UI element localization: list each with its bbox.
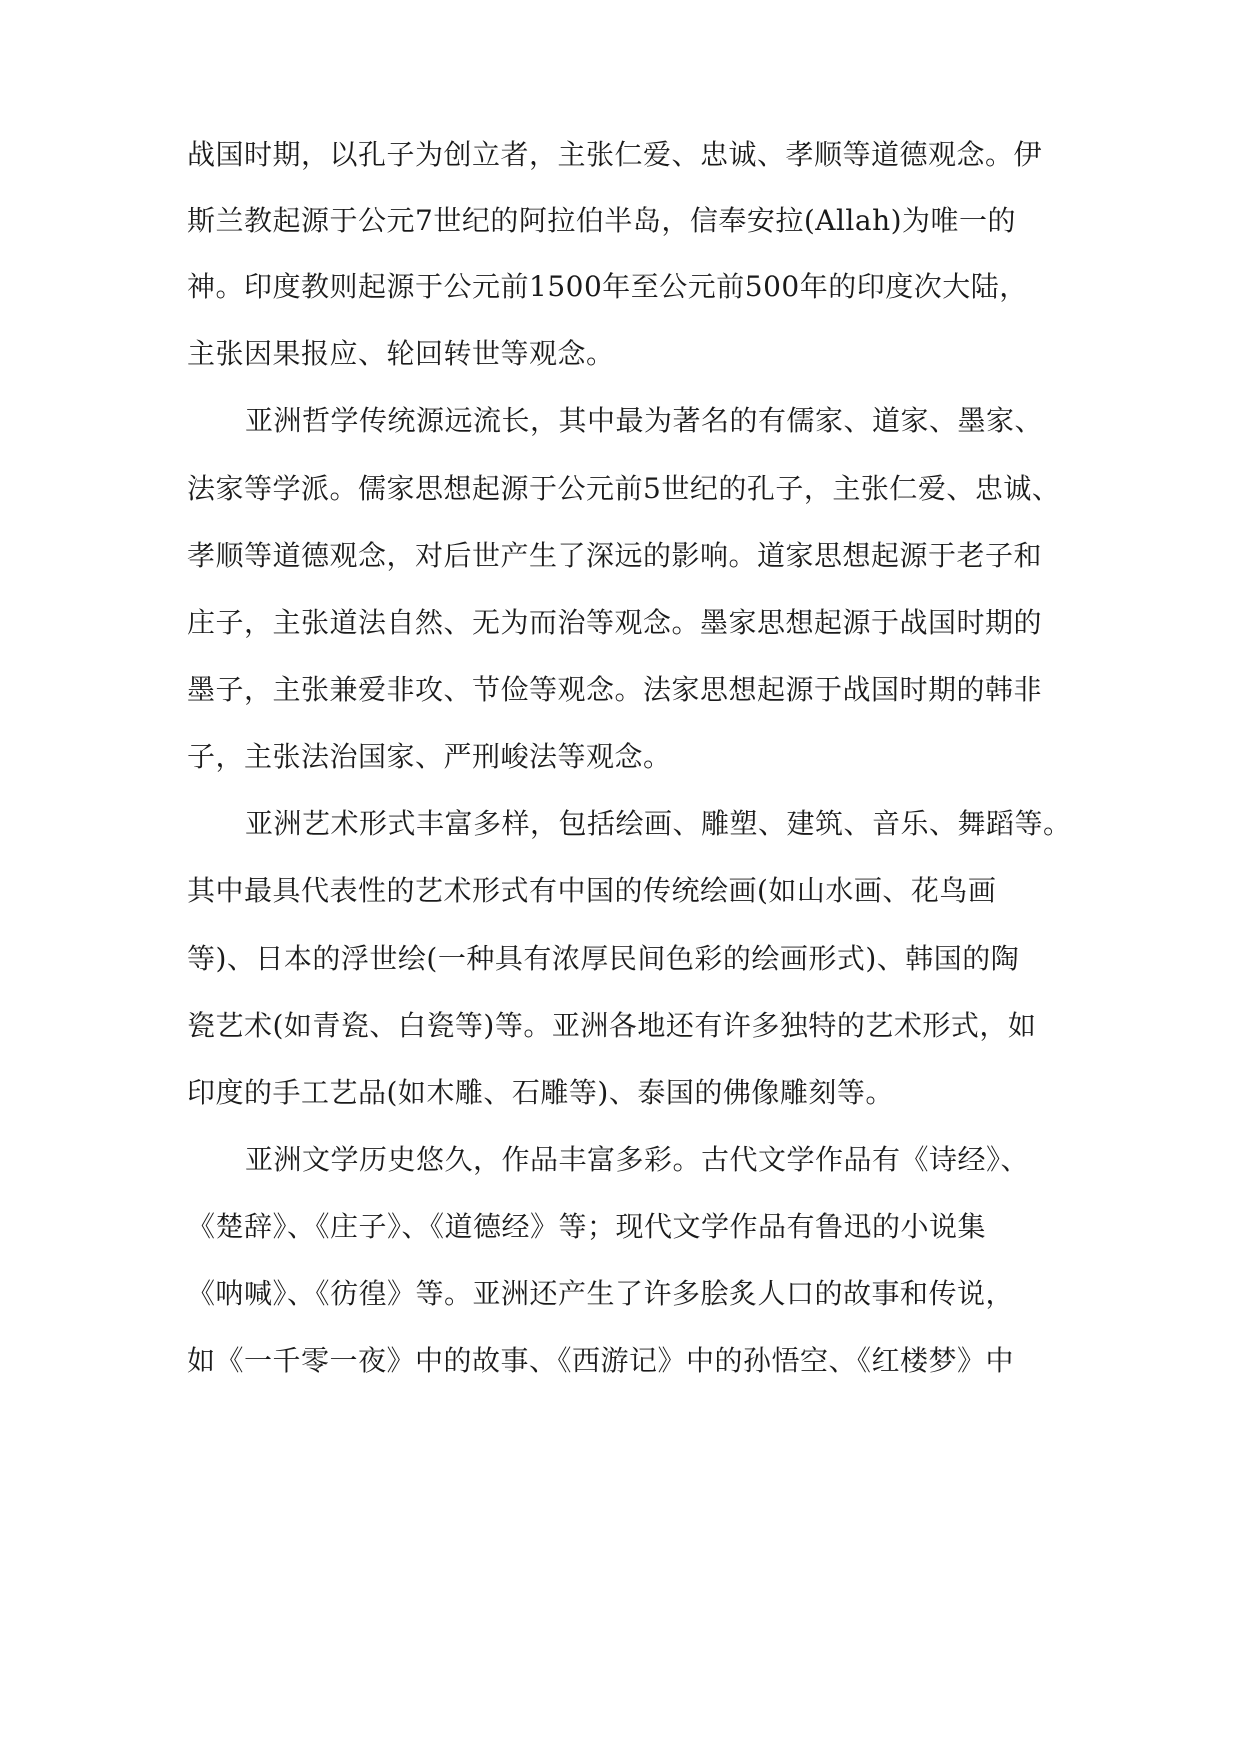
text-line: 主张因果报应、轮回转世等观念。 bbox=[187, 337, 615, 370]
text-line: 子，主张法治国家、严刑峻法等观念。 bbox=[187, 740, 672, 773]
text-line: 瓷艺术(如青瓷、白瓷等)等。亚洲各地还有许多独特的艺术形式，如 bbox=[187, 1009, 1037, 1042]
text-line: 等)、日本的浮世绘(一种具有浓厚民间色彩的绘画形式)、韩国的陶 bbox=[187, 942, 1020, 975]
text-line: 神。印度教则起源于公元前1500年至公元前500年的印度次大陆， bbox=[187, 270, 1028, 303]
text-line: 其中最具代表性的艺术形式有中国的传统绘画(如山水画、花鸟画 bbox=[187, 874, 997, 907]
text-line: 《楚辞》、《庄子》、《道德经》等；现代文学作品有鲁迅的小说集 bbox=[187, 1210, 987, 1243]
paragraph-first-line: 亚洲文学历史悠久，作品丰富多彩。古代文学作品有《诗经》、 bbox=[245, 1143, 1030, 1176]
text-line: 孝顺等道德观念，对后世产生了深远的影响。道家思想起源于老子和 bbox=[187, 539, 1043, 572]
text-line: 如《一千零一夜》中的故事、《西游记》中的孙悟空、《红楼梦》中 bbox=[187, 1344, 1015, 1377]
paragraph-first-line: 亚洲艺术形式丰富多样，包括绘画、雕塑、建筑、音乐、舞蹈等。 bbox=[245, 807, 1072, 840]
paragraph-first-line: 亚洲哲学传统源远流长，其中最为著名的有儒家、道家、墨家、 bbox=[245, 404, 1044, 437]
text-line: 法家等学派。儒家思想起源于公元前5世纪的孔子，主张仁爱、忠诚、 bbox=[187, 472, 1061, 505]
text-line: 庄子，主张道法自然、无为而治等观念。墨家思想起源于战国时期的 bbox=[187, 606, 1043, 639]
text-line: 斯兰教起源于公元7世纪的阿拉伯半岛，信奉安拉(Allah)为唯一的 bbox=[187, 204, 1017, 237]
text-line: 印度的手工艺品(如木雕、石雕等)、泰国的佛像雕刻等。 bbox=[187, 1076, 894, 1109]
text-line: 《呐喊》、《彷徨》等。亚洲还产生了许多脍炙人口的故事和传说， bbox=[187, 1277, 1015, 1310]
text-line: 墨子，主张兼爱非攻、节俭等观念。法家思想起源于战国时期的韩非 bbox=[187, 673, 1043, 706]
text-line: 战国时期，以孔子为创立者，主张仁爱、忠诚、孝顺等道德观念。伊 bbox=[187, 138, 1043, 171]
